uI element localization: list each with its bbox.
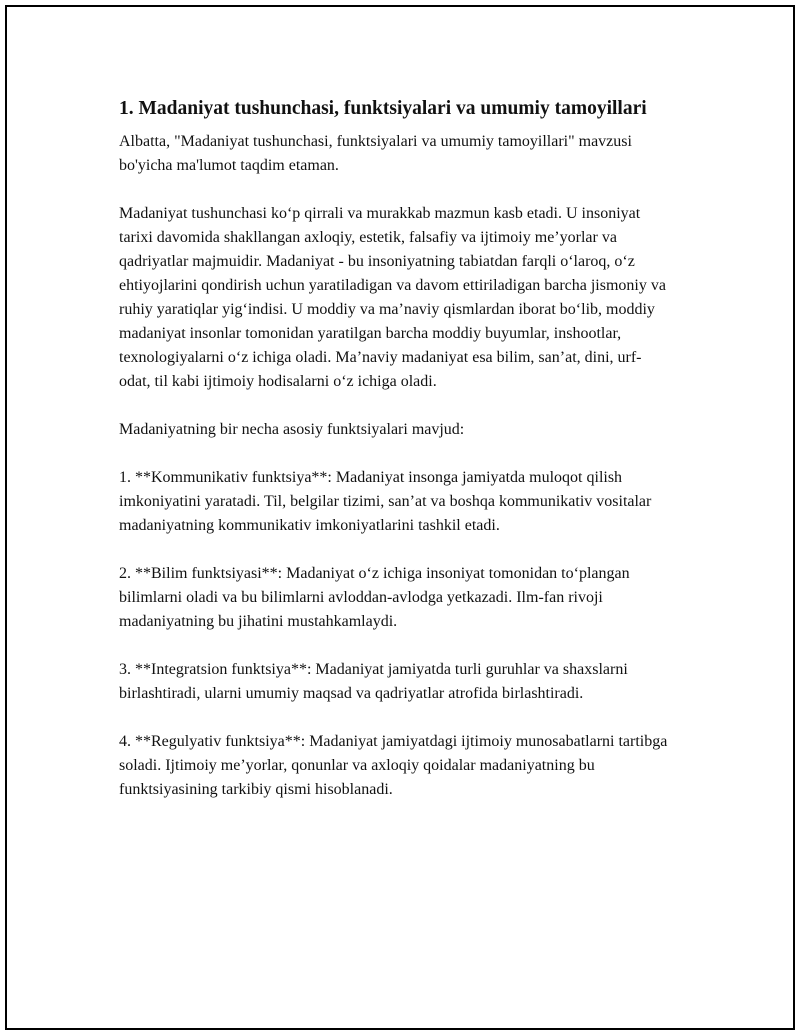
section-heading: 1. Madaniyat tushunchasi, funktsiyalari va umumiy tamoyillari	[119, 98, 647, 119]
function-item-communicative: 1. **Kommunikativ funktsiya**: Madaniyat insonga jamiyatda muloqot qilish imkoniyatini yaratadi. Til, belgilar tizimi, san’at va boshqa kommunikativ vositalar madaniyatning kommunikativ imkoniyatlarini tashkil etadi.	[119, 469, 652, 534]
intro-paragraph: Albatta, "Madaniyat tushunchasi, funktsiyalari va umumiy tamoyillari" mavzusi bo'yicha ma'lumot taqdim etaman.	[119, 133, 632, 174]
function-item-regulative: 4. **Regulyativ funktsiya**: Madaniyat jamiyatdagi ijtimoiy munosabatlarni tartibga soladi. Ijtimoiy me’yorlar, qonunlar va axloqiy qoidalar madaniyatning bu funktsiyasining tarkibiy qismi hisoblanadi.	[119, 733, 668, 798]
function-item-knowledge: 2. **Bilim funktsiyasi**: Madaniyat oʻz ichiga insoniyat tomonidan toʻplangan bilimlarni oladi va bu bilimlarni avloddan-avlodga yetkazadi. Ilm-fan rivoji madaniyatning bu jihatini mustahkamlaydi.	[119, 565, 630, 630]
function-item-integration: 3. **Integratsion funktsiya**: Madaniyat jamiyatda turli guruhlar va shaxslarni birlashtiradi, ularni umumiy maqsad va qadriyatlar atrofida birlashtiradi.	[119, 661, 628, 702]
document-page	[5, 5, 795, 1030]
document-body	[119, 95, 669, 826]
definition-paragraph: Madaniyat tushunchasi koʻp qirrali va murakkab mazmun kasb etadi. U insoniyat tarixi davomida shakllangan axloqiy, estetik, falsafiy va ijtimoiy me’yorlar va qadriyatlar majmuidir. Madaniyat - bu insoniyatning tabiatdan farqli oʻlaroq, oʻz ehtiyojlarini qondirish uchun yaratiladigan va davom ettiriladigan barcha jismoniy va ruhiy yaratiqlar yigʻindisi. U moddiy va ma’naviy qismlardan iborat boʻlib, moddiy madaniyat insonlar tomonidan yaratilgan barcha moddiy buyumlar, inshootlar, texnologiyalarni oʻz ichiga oladi. Ma’naviy madaniyat esa bilim, san’at, dini, urf-odat, til kabi ijtimoiy hodisalarni oʻz ichiga oladi.	[119, 205, 666, 390]
functions-intro-paragraph: Madaniyatning bir necha asosiy funktsiyalari mavjud:	[119, 421, 465, 438]
